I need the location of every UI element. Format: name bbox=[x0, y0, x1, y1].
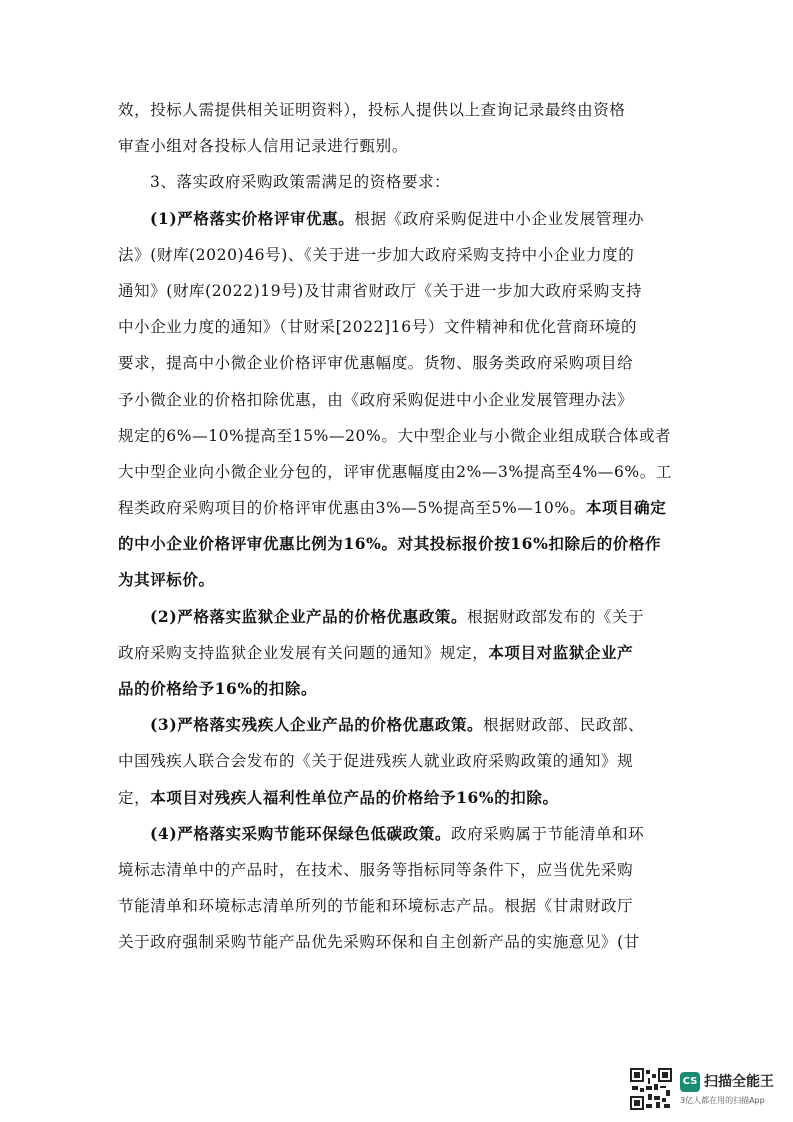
text-line bbox=[118, 924, 693, 960]
text-line bbox=[118, 309, 693, 345]
text-line bbox=[118, 237, 693, 273]
text-line bbox=[118, 671, 693, 707]
bold-text-segment: 为其评标价。 bbox=[118, 570, 215, 590]
text-segment: 大中型企业向小微企业分包的，评审优惠幅度由2%—3%提高至4%—6%。工 bbox=[118, 462, 672, 481]
qr-code-icon bbox=[630, 1068, 672, 1110]
document-body bbox=[118, 92, 693, 961]
camscanner-logo-icon: CS bbox=[680, 1072, 700, 1092]
text-line bbox=[118, 599, 693, 635]
text-line bbox=[118, 490, 693, 526]
text-segment: 3、落实政府采购政策需满足的资格要求： bbox=[150, 173, 451, 192]
text-segment: 境标志清单中的产品时，在技术、服务等指标同等条件下，应当优先采购 bbox=[118, 860, 634, 879]
text-line bbox=[118, 888, 693, 924]
text-line bbox=[118, 382, 693, 418]
text-segment: 根据财政部、民政部、 bbox=[483, 716, 645, 735]
text-line bbox=[118, 852, 693, 888]
bold-text-segment: 本项目对监狱企业产 bbox=[488, 642, 634, 662]
text-line bbox=[118, 201, 693, 237]
text-line bbox=[118, 345, 693, 381]
camscanner-watermark bbox=[630, 1068, 780, 1112]
text-segment: 中国残疾人联合会发布的《关于促进残疾人就业政府采购政策的通知》规 bbox=[118, 752, 634, 771]
text-segment: 予小微企业的价格扣除优惠，由《政府采购促进中小企业发展管理办法》 bbox=[118, 390, 634, 409]
text-line bbox=[118, 635, 693, 671]
text-line bbox=[118, 780, 693, 816]
bold-text-segment: 的中小企业价格评审优惠比例为16%。对其投标报价按16%扣除后的价格作 bbox=[118, 534, 662, 554]
text-segment: 要求，提高中小微企业价格评审优惠幅度。货物、服务类政府采购项目给 bbox=[118, 354, 634, 373]
brand-name: 扫描全能王 bbox=[704, 1074, 774, 1090]
text-segment: 关于政府强制采购节能产品优先采购环保和自主创新产品的实施意见》(甘 bbox=[118, 933, 640, 952]
text-segment: 根据《政府采购促进中小企业发展管理办 bbox=[354, 209, 645, 228]
text-line bbox=[118, 418, 693, 454]
bold-text-segment: 本项目确定 bbox=[585, 498, 667, 518]
text-line bbox=[118, 128, 693, 164]
text-segment: 政府采购支持监狱企业发展有关问题的通知》规定， bbox=[118, 643, 489, 662]
bold-text-segment: 本项目对残疾人福利性单位产品的价格给予16%的扣除。 bbox=[150, 787, 559, 807]
text-line bbox=[118, 816, 693, 852]
brand-tagline: 3亿人都在用的扫描App bbox=[680, 1096, 765, 1105]
text-segment: 法》(财库(2020)46号)、《关于进一步加大政府采购支持中小企业力度的 bbox=[118, 245, 635, 264]
text-segment: 中小企业力度的通知》（甘财采[2022]16号）文件精神和优化营商环境的 bbox=[118, 318, 638, 337]
bold-text-segment: (2)严格落实监狱企业产品的价格优惠政策。 bbox=[150, 606, 468, 626]
text-segment: 程类政府采购项目的价格评审优惠由3%—5%提高至5%—10%。 bbox=[118, 499, 586, 518]
text-line bbox=[118, 526, 693, 562]
text-line bbox=[118, 164, 693, 200]
text-segment: 审查小组对各投标人信用记录进行甄别。 bbox=[118, 137, 408, 156]
text-segment: 效，投标人需提供相关证明资料），投标人提供以上查询记录最终由资格 bbox=[118, 101, 626, 119]
text-segment: 通知》(财库(2022)19号)及甘肃省财政厅《关于进一步加大政府采购支持 bbox=[118, 281, 643, 300]
bold-text-segment: (4)严格落实采购节能环保绿色低碳政策。 bbox=[150, 823, 451, 843]
text-line bbox=[118, 743, 693, 779]
text-line bbox=[118, 92, 693, 128]
bold-text-segment: (3)严格落实残疾人企业产品的价格优惠政策。 bbox=[150, 715, 484, 735]
text-line bbox=[118, 273, 693, 309]
text-segment: 规定的6%—10%提高至15%—20%。大中型企业与小微企业组成联合体或者 bbox=[118, 426, 672, 445]
text-segment: 根据财政部发布的《关于 bbox=[467, 607, 645, 626]
text-segment: 政府采购属于节能清单和环 bbox=[450, 824, 645, 843]
bold-text-segment: (1)严格落实价格评审优惠。 bbox=[150, 208, 355, 228]
text-line bbox=[118, 562, 693, 598]
text-segment: 节能清单和环境标志清单所列的节能和环境标志产品。根据《甘肃财政厅 bbox=[118, 897, 634, 916]
text-segment: 定， bbox=[118, 788, 151, 807]
text-line bbox=[118, 454, 693, 490]
text-line bbox=[118, 707, 693, 743]
bold-text-segment: 品的价格给予16%的扣除。 bbox=[118, 679, 318, 698]
